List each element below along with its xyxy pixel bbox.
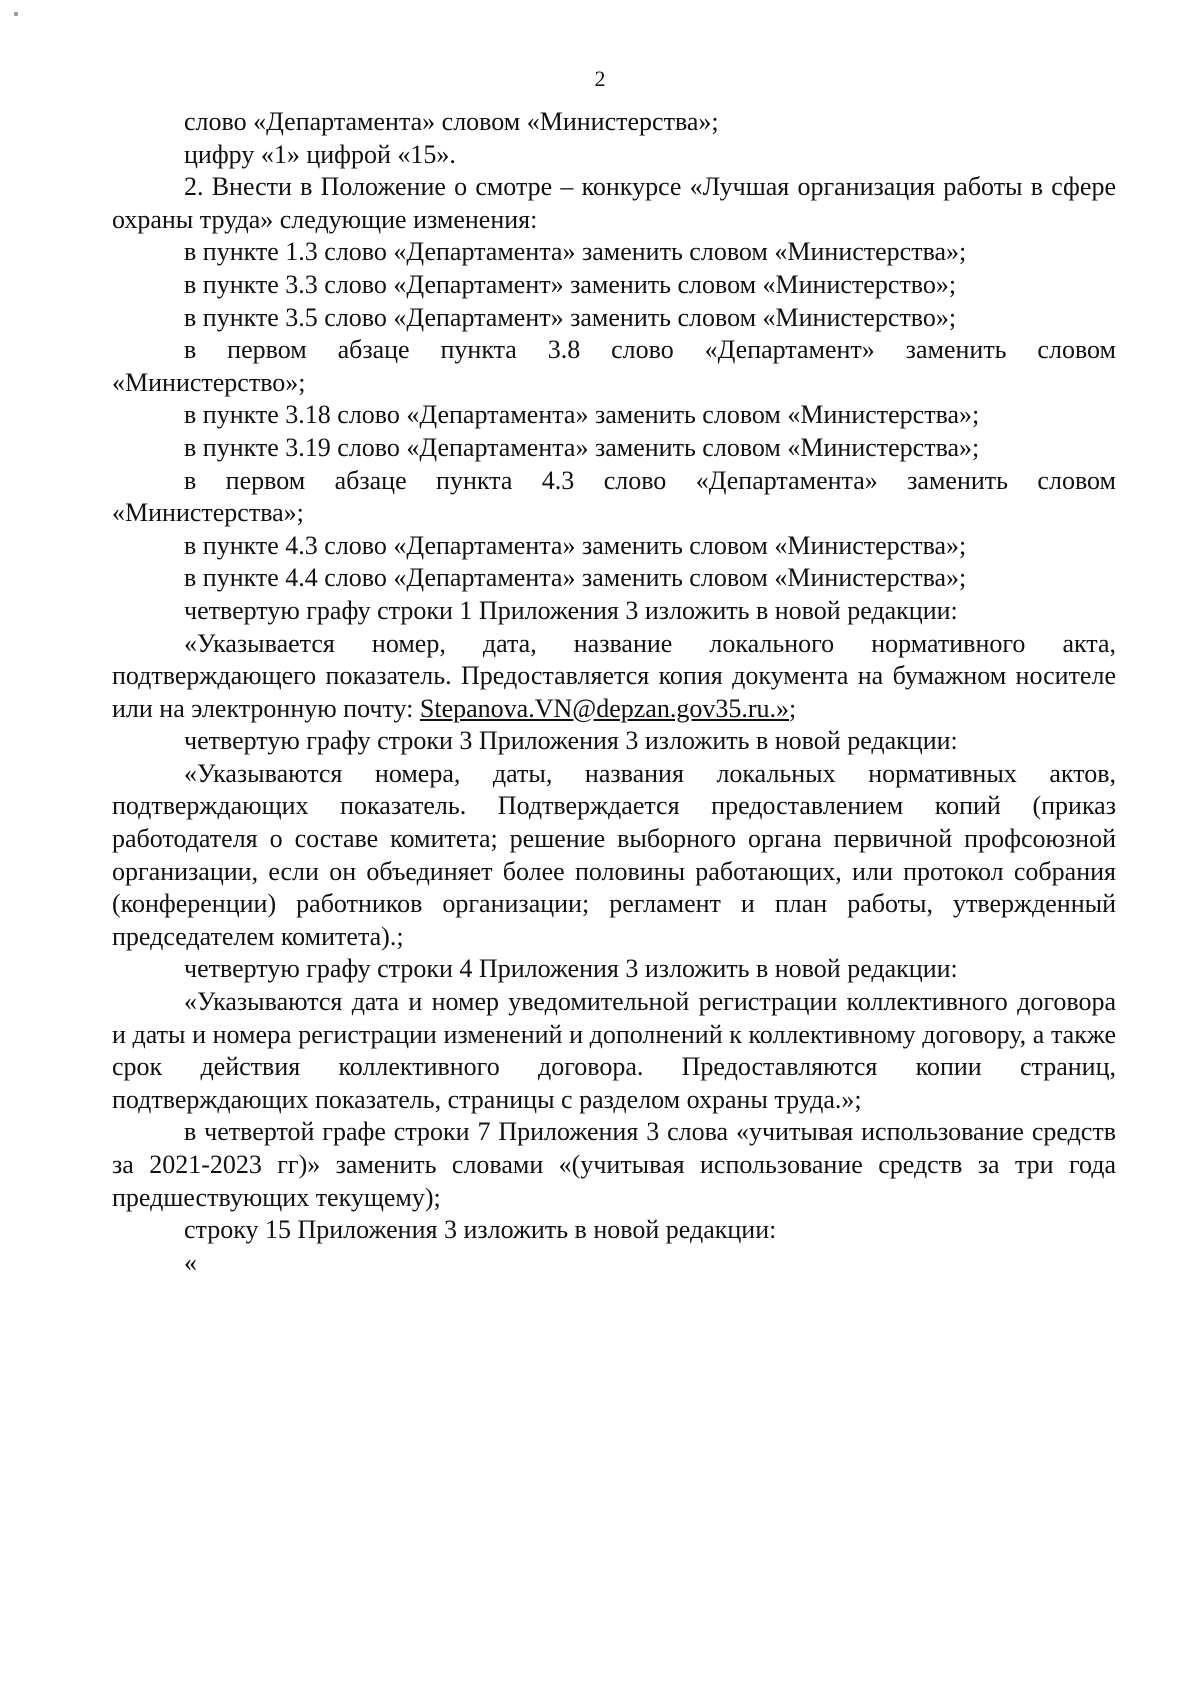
paragraph: в пункте 3.3 слово «Департамент» заменить словом «Министерство»; [184, 269, 957, 299]
paragraph: четвертую графу строки 4 Приложения 3 изложить в новой редакции: [184, 954, 958, 984]
paragraph: в первом абзаце пункта 3.8 слово «Департамент» заменить словом «Министерство»; [112, 335, 1116, 397]
page-number: 2 [594, 66, 606, 91]
scan-artifact [14, 12, 18, 16]
paragraph: в пункте 4.3 слово «Департамента» заменить словом «Министерства»; [184, 530, 967, 560]
email-link[interactable]: Stepanova.VN@depzan.gov35.ru.» [419, 693, 789, 723]
paragraph-item-2: 2. Внести в Положение о смотре – конкурсе «Лучшая организация работы в сфере охраны труда» следующие изменения: [112, 172, 1116, 234]
paragraph: в пункте 3.18 слово «Департамента» заменить словом «Министерства»; [184, 400, 980, 430]
row1-new-text [112, 628, 1116, 726]
paragraph: слово «Департамента» словом «Министерства»; [184, 107, 719, 136]
document-body [112, 106, 1116, 1279]
row3-new-text: «Указываются номера, даты, названия локальных нормативных актов, подтверждающих показатель. Подтверждается предоставлением копий (приказ работодателя о составе комитета; решение выборного органа первичной профсоюзной организации, если он объединяет более половины работающих, или протокол собрания (конференции) работников организации; регламент и план работы, утвержденный председателем комитета).; [112, 758, 1116, 951]
row1-text-end: ; [788, 693, 797, 723]
paragraph: в первом абзаце пункта 4.3 слово «Департамента» заменить словом «Министерства»; [112, 465, 1116, 528]
paragraph: в четвертой графе строки 7 Приложения 3 слова «учитывая использование средств за 2021-2023 гг)» заменить словами «(учитывая использование средств за три года предшествующих текущему); [112, 1117, 1116, 1212]
paragraph: в пункте 4.4 слово «Департамента» заменить словом «Министерства»; [184, 563, 967, 593]
paragraph: в пункте 3.19 слово «Департамента» заменить словом «Министерства»; [184, 432, 980, 462]
row4-new-text: «Указываются дата и номер уведомительной регистрации коллективного договора и даты и номера регистрации изменений и дополнений к коллективному договору, а также срок действия коллективного договора. Предоставляются копии страниц, подтверждающих показатель, страницы с разделом охраны труда.»; [112, 987, 1116, 1114]
paragraph: четвертую графу строки 3 Приложения 3 изложить в новой редакции: [184, 726, 958, 756]
paragraph: четвертую графу строки 1 Приложения 3 изложить в новой редакции: [184, 595, 958, 625]
paragraph: в пункте 1.3 слово «Департамента» заменить словом «Министерства»; [184, 237, 967, 267]
row1-text: «Указывается номер, дата, название локального нормативного акта, подтверждающего показатель. Предоставляется копия документа на бумажном носителе или на электронную почту: [112, 628, 1116, 723]
paragraph: цифру «1» цифрой «15». [184, 139, 456, 169]
opening-quote: « [184, 1247, 197, 1277]
paragraph: в пункте 3.5 слово «Департамент» заменить словом «Министерство»; [184, 302, 957, 332]
paragraph: строку 15 Приложения 3 изложить в новой редакции: [184, 1215, 777, 1245]
